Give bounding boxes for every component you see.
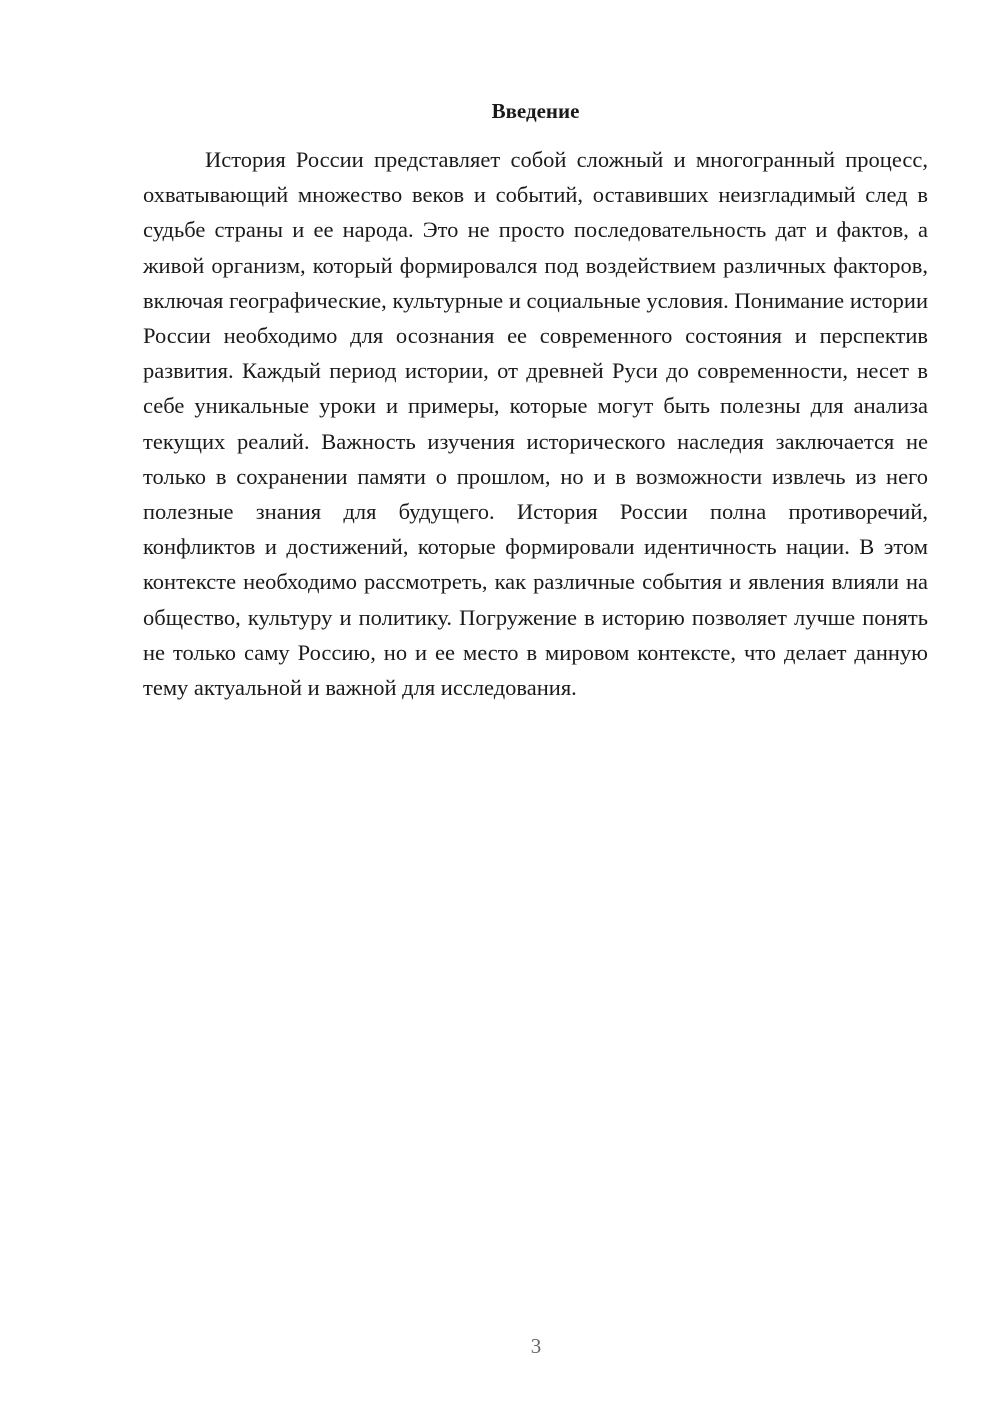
body-paragraph: История России представляет собой сложный и многогранный процесс, охватывающий множество веков и событий, оставивших неизгладимый след в судьбе страны и ее народа. Это не просто последовательность дат и фактов, а живой организм, который формировался под воздействием различных факторов, включая географические, культурные и социальные условия. Понимание истории России необходимо для осознания ее современного состояния и перспектив развития. Каждый период истории, от древней Руси до современности, несет в себе уникальные уроки и примеры, которые могут быть полезны для анализа текущих реалий. Важность изучения исторического наследия заключается не только в сохранении памяти о прошлом, но и в возможности извлечь из него полезные знания для будущего. История России полна противоречий, конфликтов и достижений, которые формировали идентичность нации. В этом контексте необходимо рассмотреть, как различные события и явления влияли на общество, культуру и политику. Погружение в историю позволяет лучше понять не только саму Россию, но и ее место в мировом контексте, что делает данную тему актуальной и важной для исследования.	[143, 147, 928, 701]
section-heading: Введение	[491, 99, 580, 123]
page-number: 3	[530, 1334, 542, 1358]
